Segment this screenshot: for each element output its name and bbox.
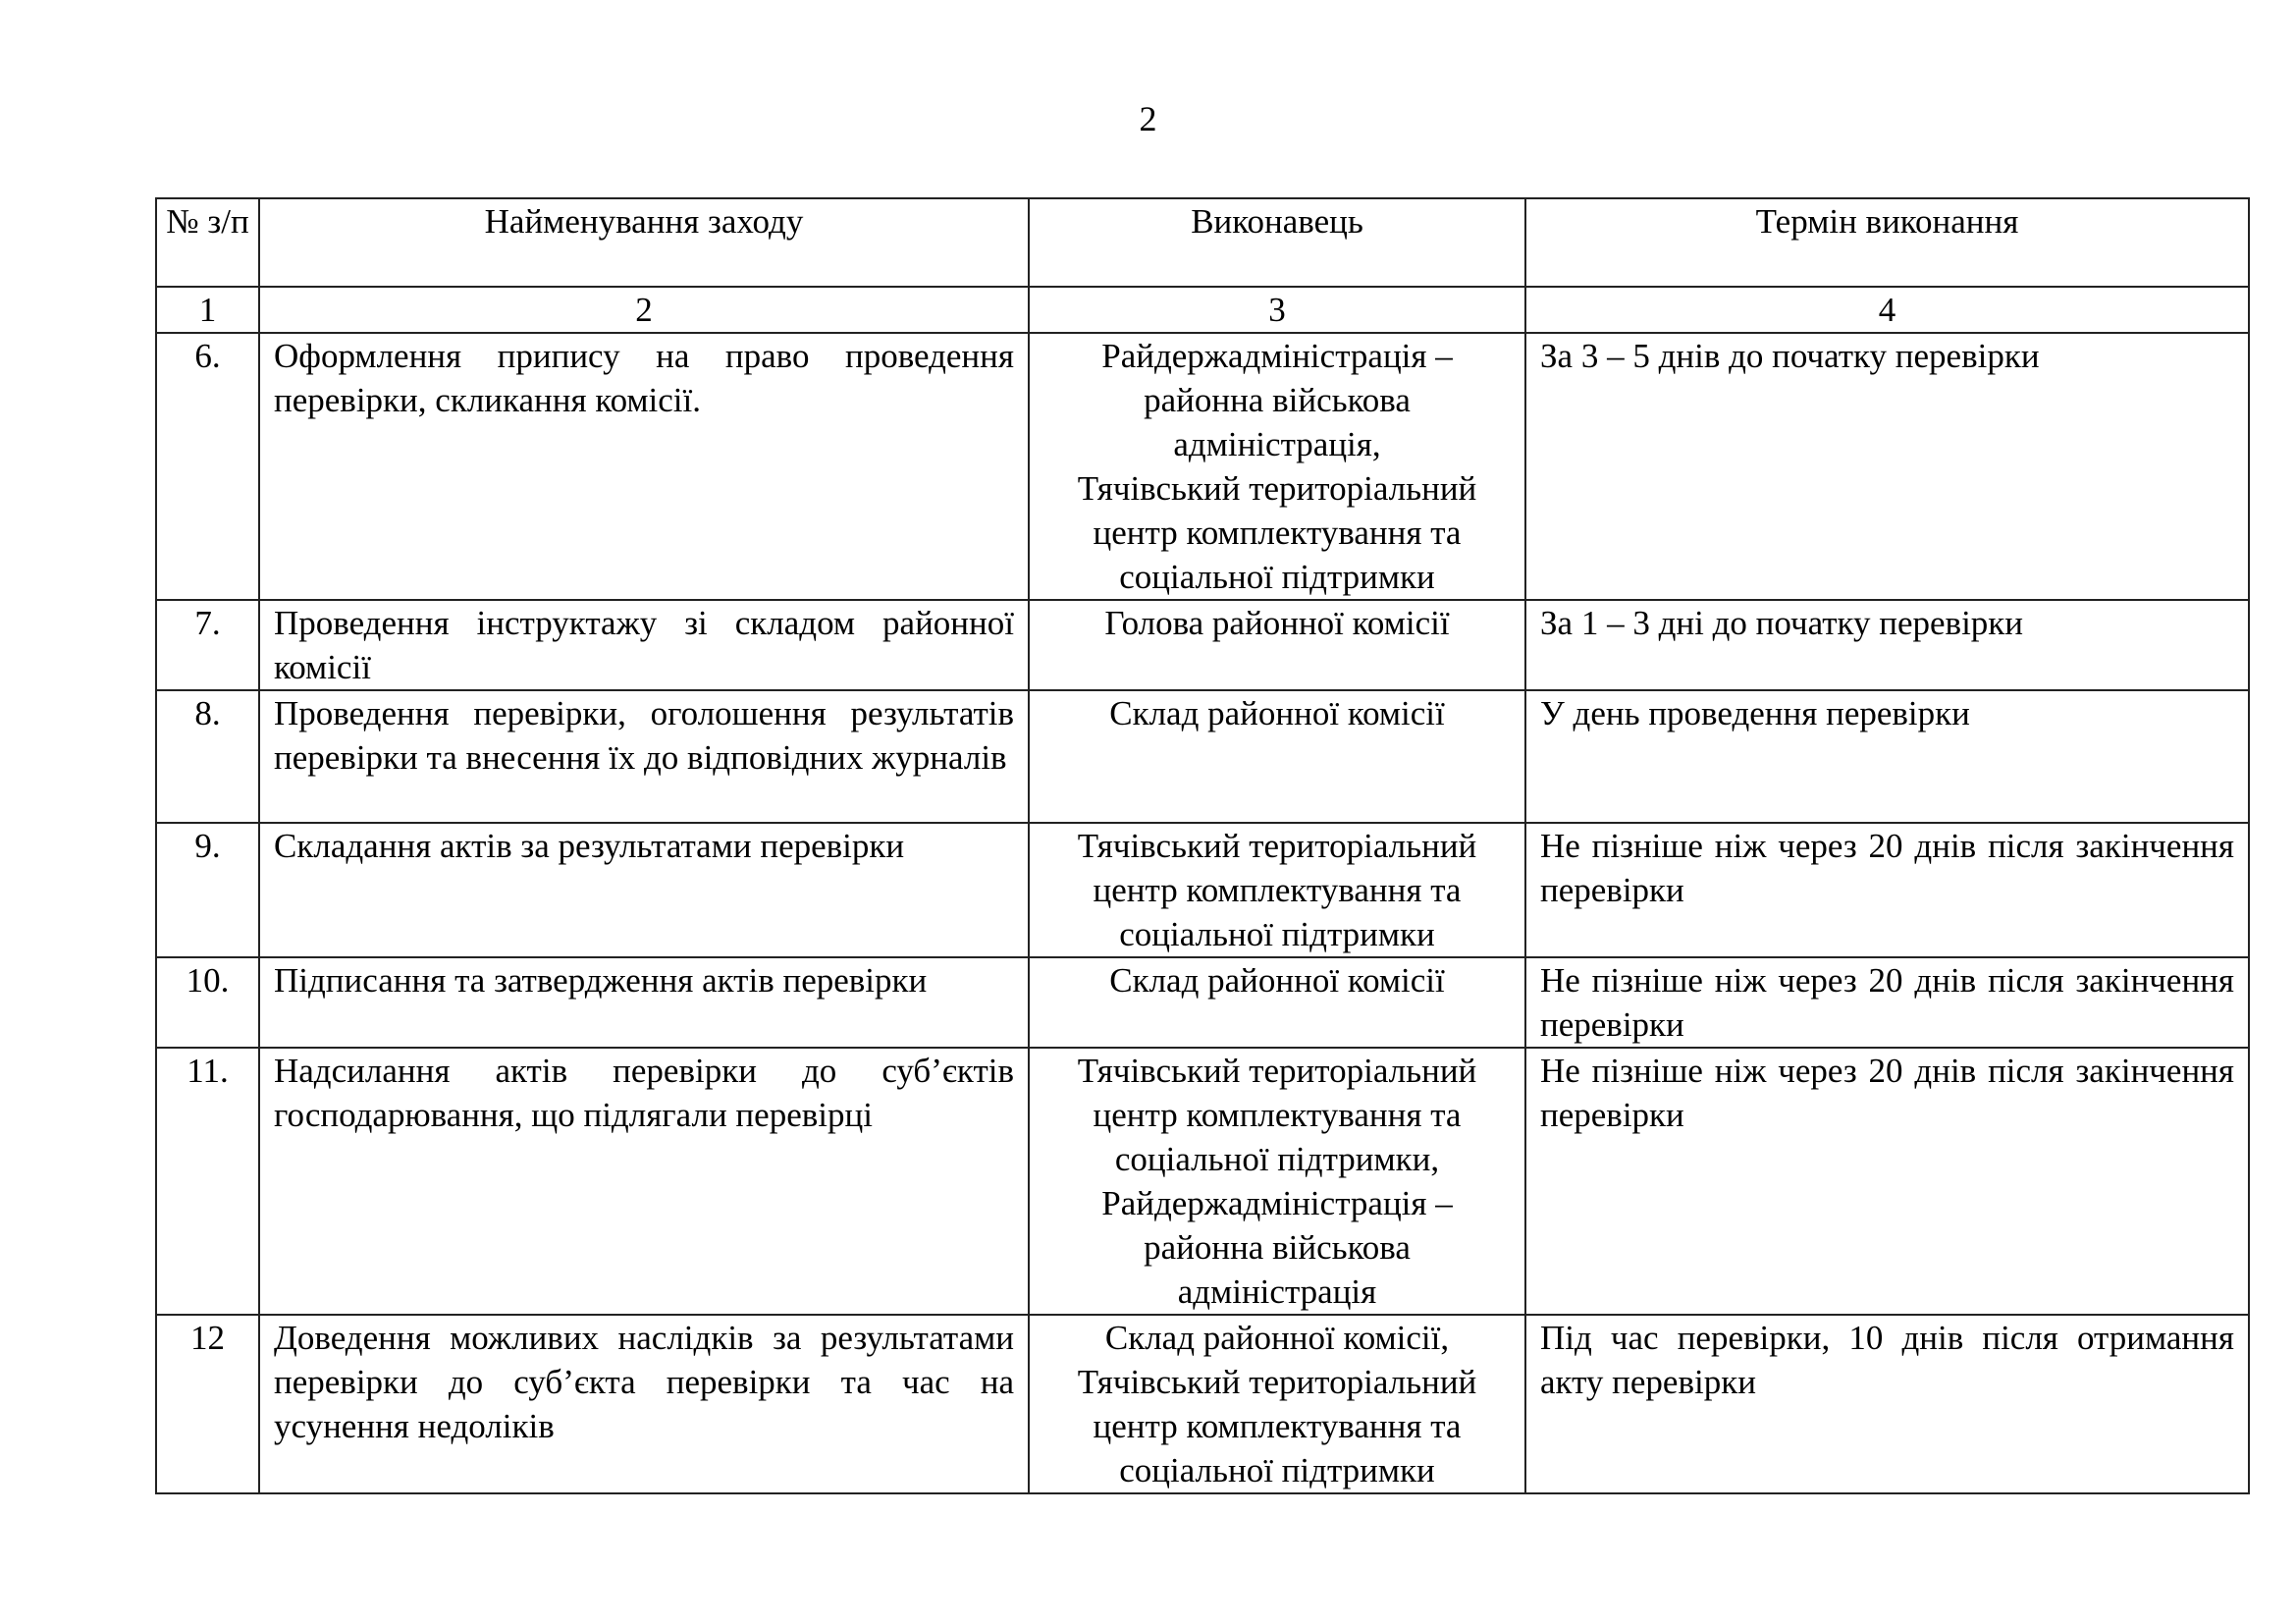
- executor: [1029, 600, 1525, 690]
- measures-table: [155, 197, 2250, 1494]
- table-row: [156, 333, 2249, 600]
- measure-name: Доведення можливих наслідків за результатами перевірки до суб’єкта перевірки та час на усунення недоліків: [259, 1315, 1029, 1493]
- term: Не пізніше ніж через 20 днів після закінчення перевірки: [1525, 957, 2249, 1048]
- executor-line: Склад районної комісії: [1109, 961, 1445, 1000]
- executor-line: центр комплектування та: [1093, 1407, 1462, 1445]
- column-number: 4: [1525, 287, 2249, 333]
- executor: [1029, 823, 1525, 957]
- row-number: 10.: [156, 957, 259, 1048]
- table-header-row: [156, 198, 2249, 287]
- executor: [1029, 957, 1525, 1048]
- measure-name: Підписання та затвердження актів перевірки: [259, 957, 1029, 1048]
- executor-line: Райдержадміністрація –: [1101, 1184, 1453, 1222]
- term: Під час перевірки, 10 днів після отримання акту перевірки: [1525, 1315, 2249, 1493]
- executor: [1029, 333, 1525, 600]
- header-term: Термін виконання: [1525, 198, 2249, 287]
- header-number: № з/п: [156, 198, 259, 287]
- executor-line: Склад районної комісії: [1109, 694, 1445, 732]
- executor: [1029, 690, 1525, 823]
- measure-name: Оформлення припису на право проведення перевірки, скликання комісії.: [259, 333, 1029, 600]
- header-name: Найменування заходу: [259, 198, 1029, 287]
- row-number: 7.: [156, 600, 259, 690]
- executor-line: центр комплектування та: [1093, 1096, 1462, 1134]
- measure-name: Проведення перевірки, оголошення результатів перевірки та внесення їх до відповідних журналів: [259, 690, 1029, 823]
- executor-line: Тячівський територіальний: [1077, 1363, 1477, 1401]
- term: У день проведення перевірки: [1525, 690, 2249, 823]
- executor-line: соціальної підтримки: [1119, 1451, 1435, 1489]
- measure-name: Проведення інструктажу зі складом районної комісії: [259, 600, 1029, 690]
- table-row: [156, 957, 2249, 1048]
- row-number: 11.: [156, 1048, 259, 1315]
- measure-name: Складання актів за результатами перевірки: [259, 823, 1029, 957]
- column-number: 2: [259, 287, 1029, 333]
- executor-line: соціальної підтримки: [1119, 558, 1435, 596]
- term: Не пізніше ніж через 20 днів після закінчення перевірки: [1525, 823, 2249, 957]
- executor-line: районна військова: [1144, 1228, 1411, 1267]
- executor-line: Райдержадміністрація –: [1101, 337, 1453, 375]
- column-number: 1: [156, 287, 259, 333]
- executor-line: Тячівський територіальний: [1077, 1052, 1477, 1090]
- measure-name: Надсилання актів перевірки до суб’єктів господарювання, що підлягали перевірці: [259, 1048, 1029, 1315]
- executor-line: центр комплектування та: [1093, 514, 1462, 552]
- table-row: [156, 600, 2249, 690]
- executor-line: Тячівський територіальний: [1077, 469, 1477, 508]
- row-number: 6.: [156, 333, 259, 600]
- table-row: [156, 1048, 2249, 1315]
- row-number: 9.: [156, 823, 259, 957]
- executor-line: районна військова: [1144, 381, 1411, 419]
- row-number: 12: [156, 1315, 259, 1493]
- column-numbers-row: [156, 287, 2249, 333]
- executor-line: Склад районної комісії,: [1104, 1319, 1450, 1357]
- table-row: [156, 690, 2249, 823]
- page-number: 2: [1139, 99, 1157, 138]
- executor-line: адміністрація: [1177, 1272, 1377, 1311]
- header-executor: Виконавець: [1029, 198, 1525, 287]
- term: За 1 – 3 дні до початку перевірки: [1525, 600, 2249, 690]
- executor: [1029, 1315, 1525, 1493]
- executor: [1029, 1048, 1525, 1315]
- executor-line: соціальної підтримки,: [1114, 1140, 1440, 1178]
- table-row: [156, 1315, 2249, 1493]
- column-number: 3: [1029, 287, 1525, 333]
- term: Не пізніше ніж через 20 днів після закінчення перевірки: [1525, 1048, 2249, 1315]
- executor-line: соціальної підтримки: [1119, 915, 1435, 953]
- executor-line: адміністрація,: [1173, 425, 1381, 463]
- executor-line: Тячівський територіальний: [1077, 827, 1477, 865]
- table-row: [156, 823, 2249, 957]
- executor-line: Голова районної комісії: [1104, 604, 1450, 642]
- executor-line: центр комплектування та: [1093, 871, 1462, 909]
- row-number: 8.: [156, 690, 259, 823]
- term: За 3 – 5 днів до початку перевірки: [1525, 333, 2249, 600]
